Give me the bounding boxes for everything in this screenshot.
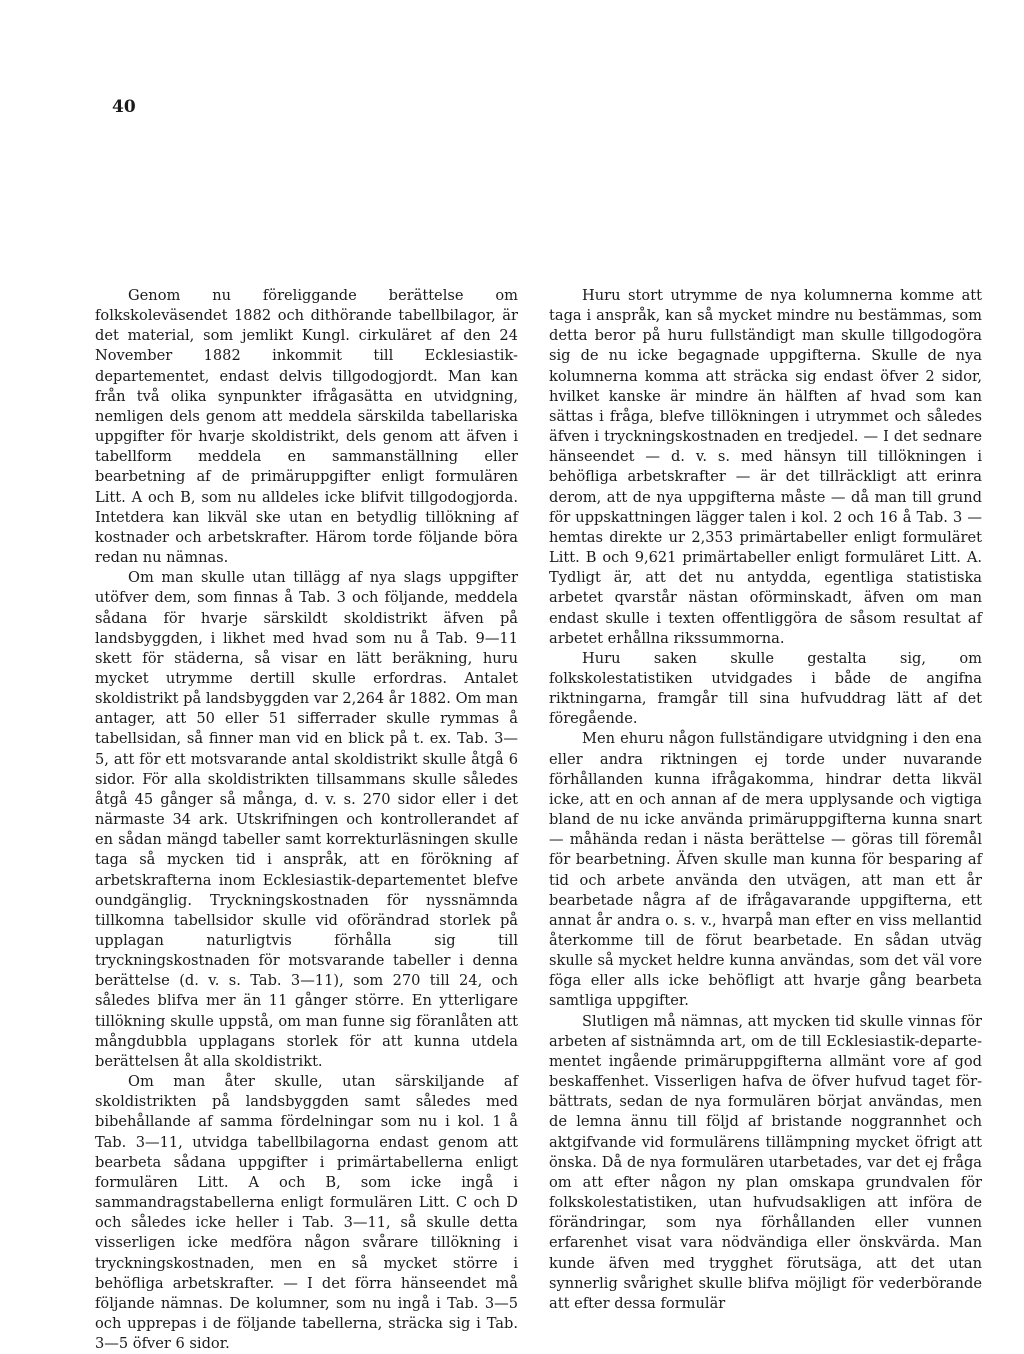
paragraph: Huru stort utrymme de nya kolumnerna komme att taga i anspråk, kan så mycket mindre nu bestämmas, som detta beror på huru fullständigt man skulle tillgodogöra sig de nu icke begagnade uppgifterna. Skulle de nya kolumnerna komma att sträcka sig endast öfver 2 sidor, hvilket kanske är mindre än hälften af hvad som kan sättas i fråga, blefve tillökningen i utrymmet och således äfven i tryckningskostnaden en tredjedel. — I det sednare hänseendet — d. v. s. med hänsyn till tillökningen i behöfliga arbetskrafter — är det tillräckligt att erinra derom, att de nya uppgifterna måste — då man till grund för uppskattningen lägger talen i kol. 2 och 16 å Tab. 3 — hemtas direkte ur 2,353 primärtabeller enligt formuläret Litt. B och 9,621 primärtabeller enligt formuläret Litt. A. Tydligt är, att det nu antydda, egentliga statistiska arbetet qvarstår nästan oförminskadt, äfven om man endast skulle i texten offentliggöra de såsom resultat af arbetet erhållna rikssummorna. xyxy=(549,287,982,647)
paragraph: Om man skulle utan tillägg af nya slags uppgifter utöfver dem, som finnas å Tab. 3 och följande, meddela sådana för hvarje särskildt skoldistrikt äfven på landsbyggden, i likhet med hvad som nu å Tab. 9—11 skett för städerna, så visar en lätt beräkning, huru mycket utrymme dertill skulle erfordras. Antalet skoldistrikt på landsbyggden var 2,264 år 1882. Om man antager, att 50 eller 51 sifferrader skulle rymmas å tabellsidan, så finner man vid en blick på t. ex. Tab. 3—5, att för ett motsvarande antal skoldistrikt skulle åtgå 6 sidor. För alla skoldistrikten tillsammans skulle således åtgå 45 gånger så många, d. v. s. 270 sidor eller i det närmaste 34 ark. Utskrifningen och kontrollerandet af en sådan mängd tabeller samt korrekturläsningen skulle taga så mycken tid i anspråk, att en förökning af arbetskrafterna inom Ecklesiastik-departementet blefve oundgänglig. Tryckningskostnaden för nyssnämnda tillkomna tabellsidor skulle vid oförändrad storlek på upplagan naturligtvis förhålla sig till tryckningskostnaden för motsvarande tabeller i denna berättelse (d. v. s. Tab. 3—11), som 270 till 24, och således blifva mer än 11 gånger större. En ytterligare tillökning skulle uppstå, om man funne sig föranlåten att mångdubbla upplagans storlek för att kunna utdela berättelsen åt alla skoldistrikt. xyxy=(95,569,518,1070)
paragraph: Slutligen må nämnas, att mycken tid skulle vinnas för arbeten af sistnämnda art, om de till Ecklesiastik-departementet ingående primäruppgifterna allmänt vore af god beskaffenhet. Visserligen hafva de öfver hufvud taget förbättrats, sedan de nya formulären börjat användas, men de lemna ännu till följd af bristande noggrannhet och aktgifvande vid formulärens tillämpning mycket öfrigt att önska. Då de nya formulären utarbetades, var det ej fråga om att efter någon ny plan omskapa grundvalen för folkskolestatistiken, utan hufvudsakligen att införa de förändringar, som nya förhållanden eller vunnen erfarenhet visat vara nödvändiga eller önskvärda. Man kunde äfven med trygghet förutsäga, att det utan synnerlig svårighet skulle blifva möjligt för vederbörande att efter dessa formulär xyxy=(549,1012,982,1312)
left-column xyxy=(95,286,518,1354)
right-column xyxy=(549,286,982,1314)
paragraph: Men ehuru någon fullständigare utvidgning i den ena eller andra riktningen ej torde under nuvarande förhållanden kunna ifrågakomma, hindrar detta likväl icke, att en och annan af de mera upplysande och vigtiga bland de nu icke använda primäruppgifterna kunna snart — måhända redan i nästa berättelse — göras till föremål för bearbetning. Äfven skulle man kunna för besparing af tid och arbete använda den utvägen, att man ett år bearbetade några af de ifrågavarande uppgifterna, ett annat år andra o. s. v., hvarpå man efter en viss mellantid återkomme till de förut bearbetade. En sådan utväg skulle så mycket heldre kunna användas, som det väl vore föga eller alls icke behöfligt att hvarje gång bearbeta samtliga uppgifter. xyxy=(549,730,982,1010)
paragraph: Huru saken skulle gestalta sig, om folkskolestatistiken utvidgades i både de angifna riktningarna, framgår till sina hufvuddrag lätt af det föregående. xyxy=(549,649,982,728)
page-number: 40 xyxy=(112,97,136,117)
paragraph: Genom nu föreliggande berättelse om folkskoleväsendet 1882 och dithörande tabellbilagor, är det material, som jemlikt Kungl. cirkuläret af den 24 November 1882 inkommit till Ecklesiastik-departementet, endast delvis tillgodogjordt. Man kan från två olika synpunkter ifrågasätta en utvidgning, nemligen dels genom att meddela särskilda tabellariska uppgifter för hvarje skoldistrikt, dels genom att äfven i tabellform meddela en sammanställning eller bearbetning af de primäruppgifter enligt formulären Litt. A och B, som nu alldeles icke blifvit tillgodogjorda. Intetdera kan likväl ske utan en betydlig tillökning af kostnader och arbetskrafter. Härom torde följande böra redan nu nämnas. xyxy=(95,287,518,567)
paragraph: Om man åter skulle, utan särskiljande af skoldistrikten på landsbyggden samt således med bibehållande af samma fördelningar som nu i kol. 1 å Tab. 3—11, utvidga tabellbilagorna endast genom att bearbeta sådana uppgifter i primärtabellerna enligt formulären Litt. A och B, som icke ingå i sammandragstabellerna enligt formulären Litt. C och D och således icke heller i Tab. 3—11, så skulle detta visserligen icke medföra någon svårare tillökning i tryckningskostnaden, men en så mycket större i behöfliga arbetskrafter. — I det förra hänseendet må följande nämnas. De kolumner, som nu ingå i Tab. 3—5 och upprepas i de följande tabellerna, sträcka sig i Tab. 3—5 öfver 6 sidor. xyxy=(95,1073,518,1353)
